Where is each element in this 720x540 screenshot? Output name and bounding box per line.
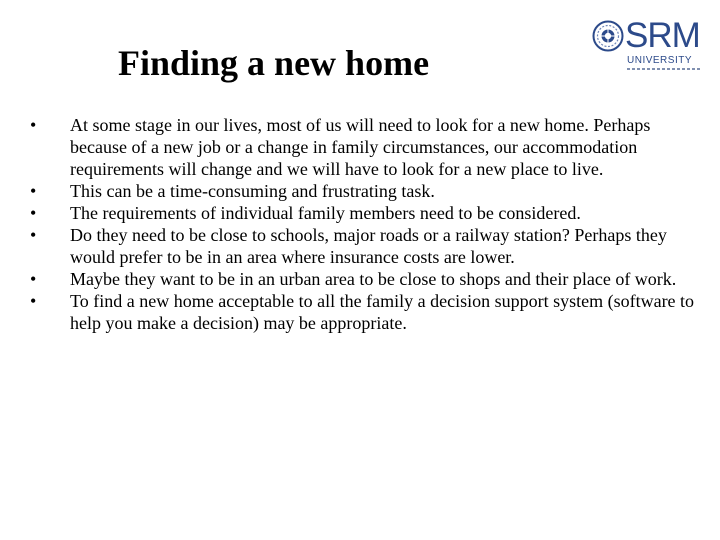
list-item (30, 290, 698, 334)
bullet-icon: • (30, 269, 37, 289)
bullet-icon: • (30, 181, 37, 201)
bullet-icon: • (30, 291, 37, 311)
srm-university-logo (592, 16, 704, 76)
bullet-icon: • (30, 115, 37, 135)
list-item (30, 268, 698, 290)
list-item (30, 180, 698, 202)
bullet-text: The requirements of individual family members need to be considered. (70, 203, 581, 223)
bullet-text: At some stage in our lives, most of us will need to look for a new home. Perhaps because of a new job or a change in family circumstances, our accommodation requirements will change and we will have to look for a new place to live. (70, 115, 651, 179)
logo-wordmark: SRM (625, 16, 700, 55)
bullet-text: Maybe they want to be in an urban area to be close to shops and their place of work. (70, 269, 677, 289)
bullet-list (30, 114, 698, 334)
list-item (30, 224, 698, 268)
bullet-text: This can be a time-consuming and frustrating task. (70, 181, 435, 201)
logo-tagline-decoration (627, 68, 701, 70)
bullet-text: Do they need to be close to schools, major roads or a railway station? Perhaps they would prefer to be in an area where insurance costs are lower. (70, 225, 667, 267)
slide-title: Finding a new home (118, 43, 430, 83)
logo-subtitle: UNIVERSITY (627, 55, 693, 66)
srm-seal-icon (592, 20, 624, 52)
list-item (30, 202, 698, 224)
bullet-icon: • (30, 225, 37, 245)
bullet-text: To find a new home acceptable to all the family a decision support system (software to help you make a decision) may be appropriate. (70, 291, 695, 333)
bullet-icon: • (30, 203, 37, 223)
list-item (30, 114, 698, 180)
